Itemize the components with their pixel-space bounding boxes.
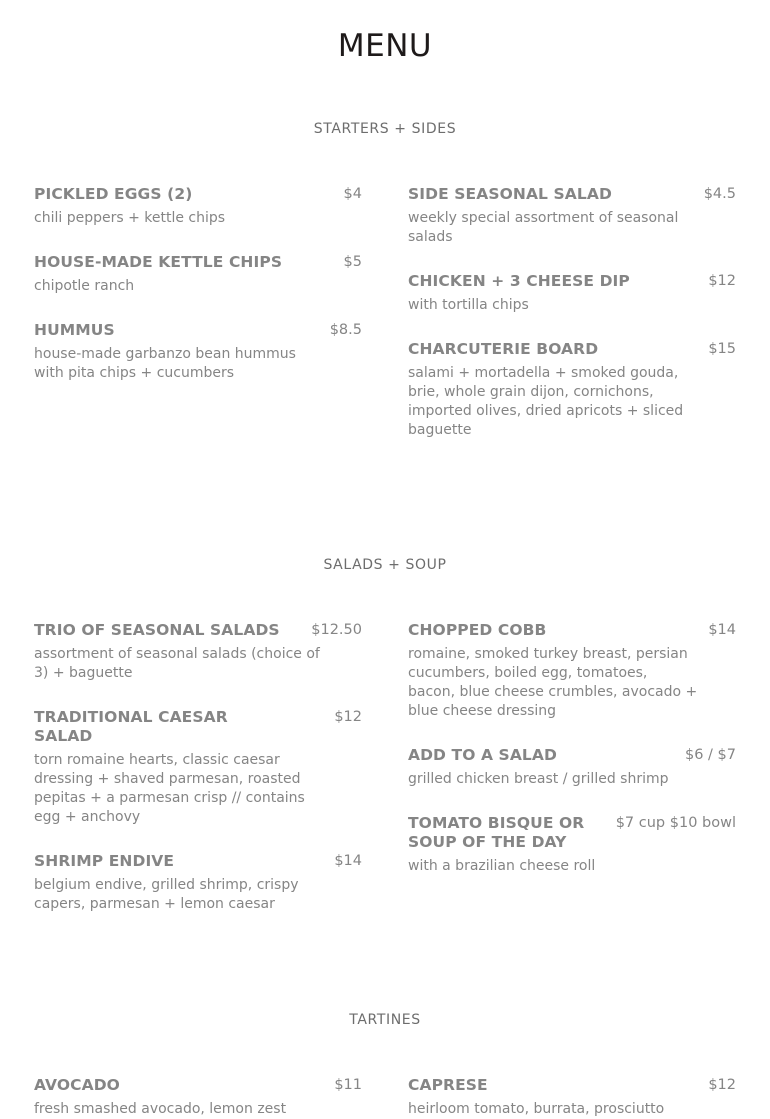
item-description: assortment of seasonal salads (choice of 3) + baguette bbox=[34, 646, 320, 681]
item-name: HUMMUS bbox=[34, 321, 115, 339]
item-name: AVOCADO bbox=[34, 1076, 120, 1094]
item-name: TOMATO BISQUE OR SOUP OF THE DAY bbox=[408, 814, 585, 851]
menu-item bbox=[408, 746, 736, 789]
item-name: ADD TO A SALAD bbox=[408, 746, 557, 764]
menu-item bbox=[34, 185, 362, 228]
menu-item bbox=[34, 253, 362, 296]
item-description: fresh smashed avocado, lemon zest bbox=[34, 1101, 287, 1117]
item-description: chipotle ranch bbox=[34, 278, 135, 294]
item-price: $15 bbox=[708, 341, 736, 357]
item-price: $14 bbox=[334, 853, 362, 869]
section-title-starters: STARTERS + SIDES bbox=[313, 121, 457, 137]
item-description: chili peppers + kettle chips bbox=[34, 210, 226, 226]
item-name: SIDE SEASONAL SALAD bbox=[408, 185, 612, 203]
item-description: weekly special assortment of seasonal salads bbox=[408, 210, 679, 245]
item-price: $12.50 bbox=[311, 622, 362, 638]
item-price: $12 bbox=[334, 709, 362, 725]
item-description: belgium endive, grilled shrimp, crispy capers, parmesan + lemon caesar bbox=[34, 877, 299, 912]
item-price: $7 cup $10 bowl bbox=[615, 815, 736, 831]
item-description: torn romaine hearts, classic caesar dressing + shaved parmesan, roasted pepitas + a parmesan crisp // contains egg + anchovy bbox=[34, 752, 305, 825]
menu-item bbox=[408, 340, 736, 440]
menu-item bbox=[34, 621, 362, 683]
menu-item bbox=[408, 621, 736, 721]
item-name: TRIO OF SEASONAL SALADS bbox=[34, 621, 280, 639]
starters-left-column bbox=[34, 185, 362, 383]
menu-item bbox=[408, 814, 736, 876]
menu-item bbox=[34, 1076, 362, 1119]
item-description: grilled chicken breast / grilled shrimp bbox=[408, 771, 669, 787]
item-description: heirloom tomato, burrata, prosciutto bbox=[408, 1101, 665, 1117]
starters-right-column bbox=[408, 185, 736, 440]
menu-item bbox=[34, 852, 362, 914]
salads-right-column bbox=[408, 621, 736, 876]
section-title-tartines: TARTINES bbox=[349, 1012, 421, 1028]
item-price: $12 bbox=[708, 273, 736, 289]
menu-item bbox=[34, 708, 362, 827]
item-description: with a brazilian cheese roll bbox=[408, 858, 596, 874]
item-description: romaine, smoked turkey breast, persian cucumbers, boiled egg, tomatoes, bacon, blue cheese crumbles, avocado + blue cheese dressing bbox=[408, 646, 698, 719]
menu-item bbox=[408, 272, 736, 315]
item-description: with tortilla chips bbox=[408, 297, 529, 313]
item-name: PICKLED EGGS (2) bbox=[34, 185, 193, 203]
item-name: CHICKEN + 3 CHEESE DIP bbox=[408, 272, 630, 290]
item-price: $12 bbox=[708, 1077, 736, 1093]
menu-item bbox=[34, 321, 362, 383]
item-price: $14 bbox=[708, 622, 736, 638]
item-name: HOUSE-MADE KETTLE CHIPS bbox=[34, 253, 283, 271]
section-title-salads: SALADS + SOUP bbox=[323, 557, 447, 573]
menu-item bbox=[408, 1076, 736, 1119]
page-title: MENU bbox=[337, 28, 433, 64]
item-price: $4.5 bbox=[703, 186, 736, 202]
item-description: house-made garbanzo bean hummus with pita chips + cucumbers bbox=[34, 346, 296, 381]
item-description: salami + mortadella + smoked gouda, brie, whole grain dijon, cornichons, imported olives, dried apricots + sliced baguette bbox=[408, 365, 684, 438]
item-price: $6 / $7 bbox=[684, 747, 736, 763]
tartines-left-column bbox=[34, 1076, 362, 1119]
salads-left-column bbox=[34, 621, 362, 914]
item-name: CAPRESE bbox=[408, 1076, 488, 1094]
item-price: $5 bbox=[343, 254, 362, 270]
item-name: SHRIMP ENDIVE bbox=[34, 852, 175, 870]
item-name: CHARCUTERIE BOARD bbox=[408, 340, 599, 358]
item-price: $4 bbox=[343, 186, 362, 202]
tartines-right-column bbox=[408, 1076, 736, 1119]
item-price: $11 bbox=[334, 1077, 362, 1093]
item-name: TRADITIONAL CAESAR SALAD bbox=[34, 708, 228, 745]
menu-item bbox=[408, 185, 736, 247]
item-price: $8.5 bbox=[329, 322, 362, 338]
item-name: CHOPPED COBB bbox=[408, 621, 547, 639]
